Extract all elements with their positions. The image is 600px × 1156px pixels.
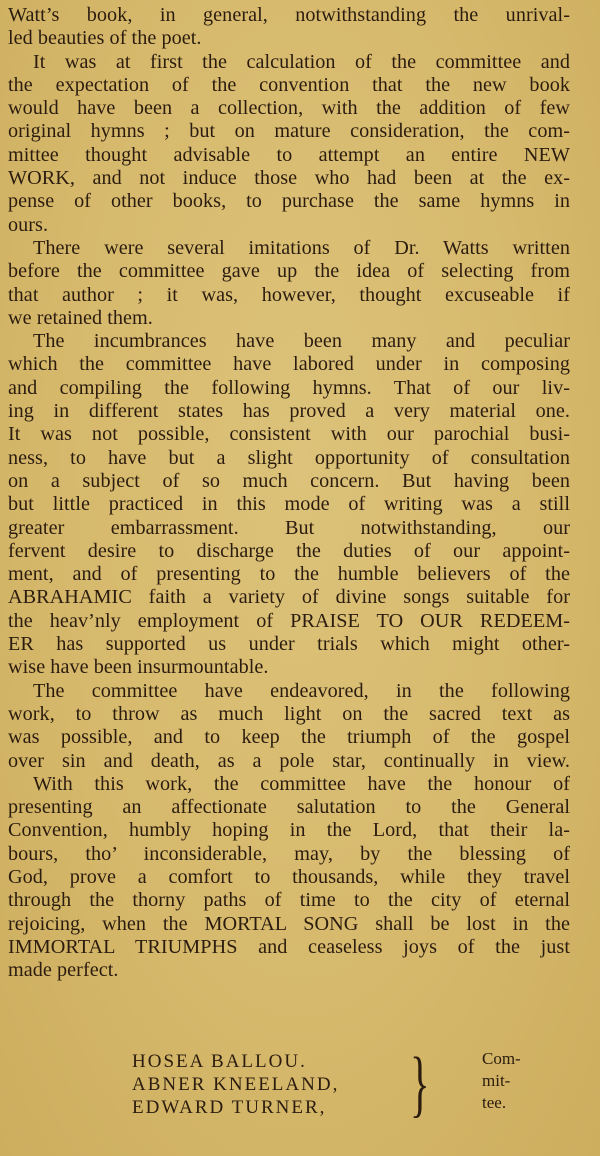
text-line: ER has supported us under trials which might other- bbox=[8, 633, 570, 656]
paragraph bbox=[8, 773, 570, 983]
paragraph bbox=[8, 330, 570, 679]
text-line: Watt’s book, in general, notwithstanding the unrival- bbox=[8, 4, 570, 26]
text-line: bours, tho’ inconsiderable, may, by the blessing of bbox=[8, 842, 570, 865]
text-line: led beauties of the poet. bbox=[8, 27, 202, 50]
document-body bbox=[8, 4, 570, 982]
text-line: which the committee have labored under in composing bbox=[8, 353, 570, 376]
text-line: The committee have endeavored, in the following bbox=[33, 679, 570, 702]
committee-label-line: tee. bbox=[482, 1093, 507, 1112]
text-line: It was at first the calculation of the committee and bbox=[33, 50, 570, 73]
text-line: IMMORTAL TRIUMPHS and ceaseless joys of the just bbox=[8, 935, 570, 958]
text-line: work, to throw as much light on the sacred text as bbox=[8, 702, 570, 725]
text-line: ness, to have but a slight opportunity of consultation bbox=[8, 446, 570, 469]
text-line: the expectation of the convention that the new book bbox=[8, 73, 570, 96]
text-line: original hymns ; but on mature consideration, the com- bbox=[8, 120, 570, 143]
text-line: presenting an affectionate salutation to the General bbox=[8, 796, 570, 819]
text-line: we retained them. bbox=[8, 306, 153, 329]
text-line: would have been a collection, with the addition of few bbox=[8, 97, 570, 120]
text-line: and compiling the following hymns. That of our liv- bbox=[8, 376, 570, 399]
text-line: greater embarrassment. But notwithstanding, our bbox=[8, 516, 570, 539]
text-line: fervent desire to discharge the duties of our appoint- bbox=[8, 539, 570, 562]
text-line: WORK, and not induce those who had been at the ex- bbox=[8, 167, 570, 190]
signatory-name: EDWARD TURNER, bbox=[132, 1097, 327, 1118]
text-line: on a subject of so much concern. But having been bbox=[8, 469, 570, 492]
paragraph bbox=[8, 51, 570, 237]
text-line: wise have been insurmountable. bbox=[8, 656, 269, 679]
text-line: through the thorny paths of time to the city of eternal bbox=[8, 889, 570, 912]
text-line: It was not possible, consistent with our parochial busi- bbox=[8, 423, 570, 446]
text-line: mittee thought advisable to attempt an entire NEW bbox=[8, 143, 570, 166]
text-line: rejoicing, when the MORTAL SONG shall be lost in the bbox=[8, 912, 570, 935]
curly-brace-icon: } bbox=[410, 1043, 430, 1125]
committee-label-line: mit- bbox=[482, 1071, 511, 1090]
text-line: made perfect. bbox=[8, 959, 119, 982]
signatory-names bbox=[132, 1050, 339, 1119]
text-line: Convention, humbly hoping in the Lord, that their la- bbox=[8, 819, 570, 842]
text-line: that author ; it was, however, thought excuseable if bbox=[8, 283, 570, 306]
text-line: With this work, the committee have the honour of bbox=[33, 772, 570, 795]
text-line: The incumbrances have been many and peculiar bbox=[33, 330, 570, 353]
signatory-name: HOSEA BALLOU. bbox=[132, 1051, 307, 1072]
text-line: was possible, and to keep the triumph of the gospel bbox=[8, 726, 570, 749]
text-line: ours. bbox=[8, 213, 49, 236]
text-line: ing in different states has proved a very material one. bbox=[8, 400, 570, 423]
text-line: ment, and of presenting to the humble believers of the bbox=[8, 563, 570, 586]
committee-label bbox=[482, 1048, 521, 1114]
text-line: before the committee gave up the idea of selecting from bbox=[8, 260, 570, 283]
paragraph bbox=[8, 4, 570, 51]
text-line: God, prove a comfort to thousands, while they travel bbox=[8, 865, 570, 888]
paragraph bbox=[8, 237, 570, 330]
text-line: ABRAHAMIC faith a variety of divine songs suitable for bbox=[8, 586, 570, 609]
text-line: over sin and death, as a pole star, continually in view. bbox=[8, 749, 570, 772]
text-line: but little practiced in this mode of writing was a still bbox=[8, 493, 570, 516]
paragraph bbox=[8, 680, 570, 773]
signatory-name: ABNER KNEELAND, bbox=[132, 1074, 340, 1095]
text-line: the heav’nly employment of PRAISE TO OUR REDEEM- bbox=[8, 609, 570, 632]
committee-label-line: Com- bbox=[482, 1049, 521, 1068]
text-line: There were several imitations of Dr. Watts written bbox=[33, 236, 570, 259]
text-line: pense of other books, to purchase the same hymns in bbox=[8, 190, 570, 213]
